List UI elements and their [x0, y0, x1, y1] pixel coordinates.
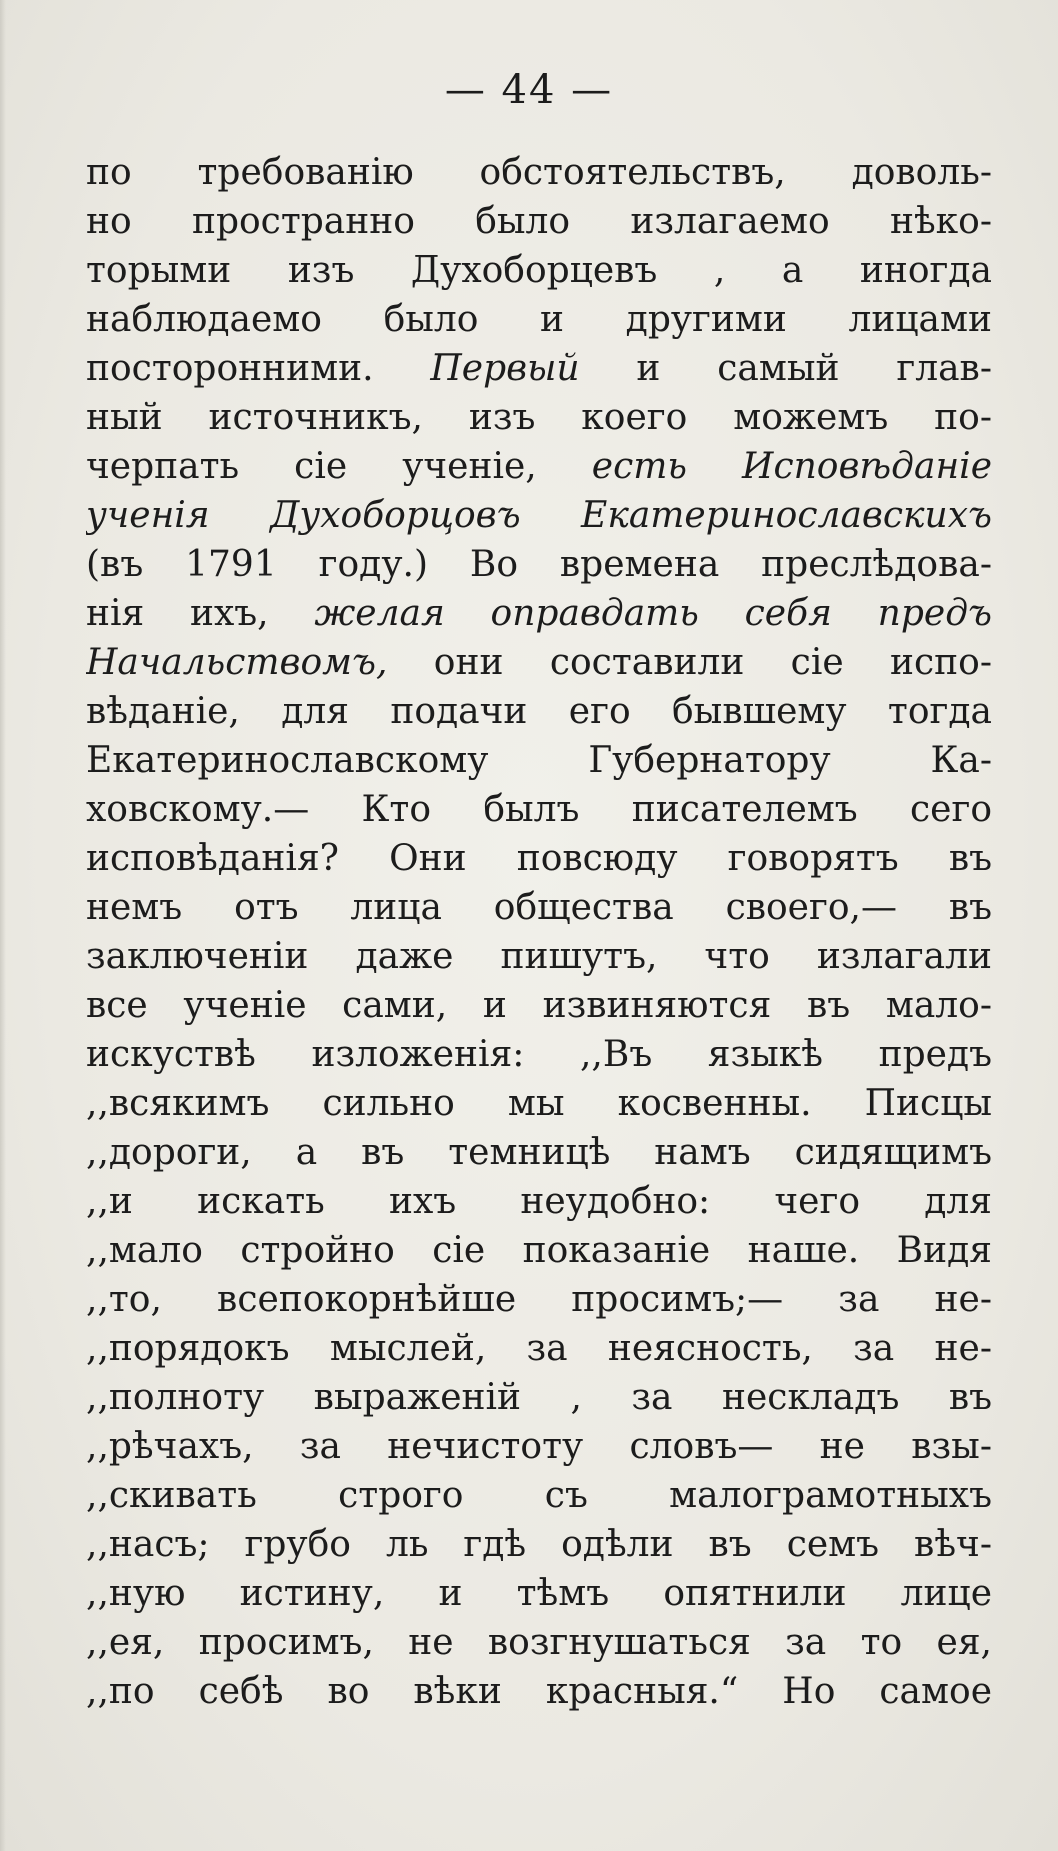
text-line	[86, 1471, 992, 1520]
text-run: ховскому.— Кто былъ писателемъ сего	[86, 789, 992, 830]
text-run: ,,по себѣ во вѣки красныя.“ Но самое	[86, 1671, 992, 1712]
text-run: заключеніи даже пишутъ, что излагали	[86, 936, 992, 977]
text-line	[86, 344, 992, 393]
text-line	[86, 148, 992, 197]
text-line	[86, 1128, 992, 1177]
text-line	[86, 981, 992, 1030]
text-line	[86, 295, 992, 344]
text-line	[86, 932, 992, 981]
text-line	[86, 197, 992, 246]
text-line	[86, 393, 992, 442]
text-run: ,,всякимъ сильно мы косвенны. Писцы	[86, 1083, 992, 1124]
text-line	[86, 883, 992, 932]
text-line	[86, 589, 992, 638]
text-run: искуствѣ изложенія: ,,Въ языкѣ предъ	[86, 1034, 992, 1075]
text-run: ,,полноту выраженій , за нескладъ въ	[86, 1377, 992, 1418]
text-line	[86, 1618, 992, 1667]
text-run: все ученіе сами, и извиняются въ мало-	[86, 985, 992, 1026]
text-run: исповѣданія? Они повсюду говорятъ въ	[86, 838, 992, 879]
italic-text: ученія Духоборцовъ Екатеринославскихъ	[86, 495, 992, 536]
text-line	[86, 1667, 992, 1716]
page-edge-shadow	[0, 0, 6, 1851]
text-run: ,,мало стройно сіе показаніе наше. Видя	[86, 1230, 992, 1271]
text-line	[86, 442, 992, 491]
text-line	[86, 1569, 992, 1618]
text-line	[86, 638, 992, 687]
text-line	[86, 1373, 992, 1422]
text-run: ный источникъ, изъ коего можемъ по-	[86, 397, 992, 438]
text-line	[86, 246, 992, 295]
text-line	[86, 687, 992, 736]
text-run: немъ отъ лица общества своего,— въ	[86, 887, 992, 928]
text-run: посторонними.	[86, 348, 431, 389]
text-run: торыми изъ Духоборцевъ , а иногда	[86, 250, 992, 291]
text-run: Екатеринославскому Губернатору Ка-	[86, 740, 992, 781]
text-line	[86, 736, 992, 785]
text-run: ,,скивать строго съ малограмотныхъ	[86, 1475, 992, 1516]
text-run: и самый глав-	[579, 348, 992, 389]
text-run: ,,ную истину, и тѣмъ опятнили лице	[86, 1573, 992, 1614]
italic-text: Первый	[430, 348, 580, 389]
text-line	[86, 1177, 992, 1226]
text-run: они составили сіе испо-	[387, 642, 992, 683]
text-run: ,,ея, просимъ, не возгнушаться за то ея,	[86, 1622, 992, 1663]
italic-text: желая оправдать себя предъ	[314, 593, 992, 634]
text-line	[86, 1275, 992, 1324]
text-line	[86, 1030, 992, 1079]
text-line	[86, 1079, 992, 1128]
text-run: черпать сіе ученіе,	[86, 446, 592, 487]
text-line	[86, 540, 992, 589]
text-line	[86, 1520, 992, 1569]
text-run: нія ихъ,	[86, 593, 315, 634]
text-run: но пространно было излагаемо нѣко-	[86, 201, 992, 242]
italic-text: Начальствомъ,	[86, 642, 388, 683]
text-run: по требованію обстоятельствъ, доволь-	[86, 152, 992, 193]
text-run: ,,рѣчахъ, за нечистоту словъ— не взы-	[86, 1426, 992, 1467]
text-run: вѣданіе, для подачи его бывшему тогда	[86, 691, 992, 732]
text-run: ,,и искать ихъ неудобно: чего для	[86, 1181, 992, 1222]
text-line	[86, 491, 992, 540]
text-line	[86, 1226, 992, 1275]
text-run: ,,насъ; грубо ль гдѣ одѣли въ семъ вѣч-	[86, 1524, 992, 1565]
page-number: — 44 —	[444, 67, 614, 113]
italic-text: есть Исповѣданіе	[591, 446, 992, 487]
text-line	[86, 1324, 992, 1373]
text-run: наблюдаемо было и другими лицами	[86, 299, 992, 340]
text-line	[86, 834, 992, 883]
text-run: (въ 1791 году.) Во времена преслѣдова-	[86, 544, 992, 585]
text-line	[86, 785, 992, 834]
text-run: ,,то, всепокорнѣйше просимъ;— за не-	[86, 1279, 992, 1320]
body-text	[86, 148, 992, 1716]
text-run: ,,порядокъ мыслей, за неясность, за не-	[86, 1328, 992, 1369]
text-line	[86, 1422, 992, 1471]
text-run: ,,дороги, а въ темницѣ намъ сидящимъ	[86, 1132, 992, 1173]
